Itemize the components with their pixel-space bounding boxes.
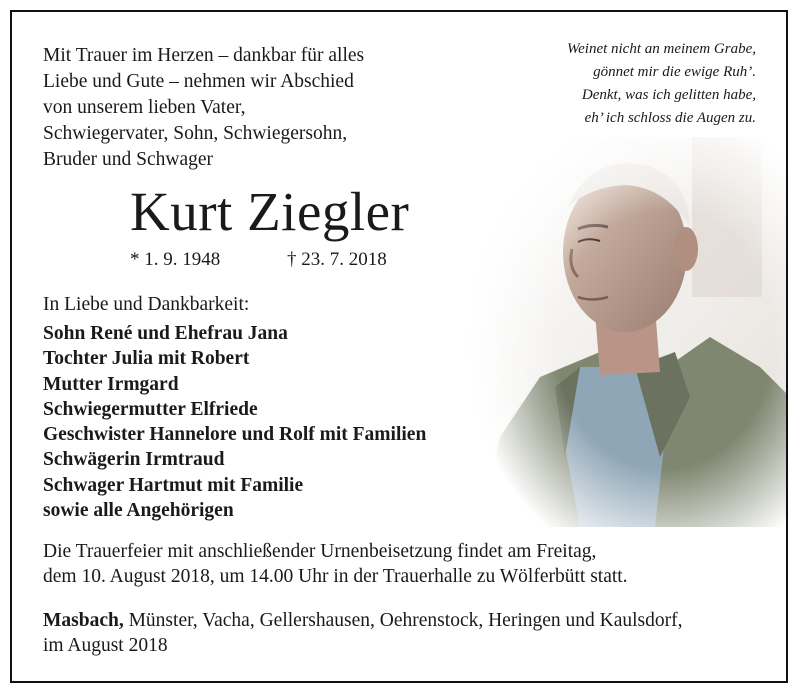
poem-line: Weinet nicht an meinem Grabe, (567, 41, 756, 57)
intro-line: Mit Trauer im Herzen – dankbar für alles (43, 45, 365, 66)
portrait-photo (460, 137, 788, 527)
intro-line: Liebe und Gute – nehmen wir Abschied (43, 71, 354, 92)
obituary-notice (10, 10, 788, 683)
life-dates (130, 248, 387, 272)
poem-line: gönnet mir die ewige Ruh’. (593, 64, 756, 80)
mourner-entry: Mutter Irmgard (43, 373, 179, 395)
ceremony-line: Die Trauerfeier mit anschließender Urnenbeisetzung findet am Freitag, (43, 541, 597, 562)
mourner-entry: Schwager Hartmut mit Familie (43, 474, 304, 496)
mourner-entry: Schwiegermutter Elfriede (43, 398, 258, 420)
poem-verse (567, 38, 756, 130)
deceased-name: Kurt Ziegler (130, 181, 410, 242)
intro-line: Bruder und Schwager (43, 149, 214, 170)
mourner-entry: Schwägerin Irmtraud (43, 449, 225, 471)
places-date: im August 2018 (43, 635, 168, 656)
mourner-entry: Geschwister Hannelore und Rolf mit Familien (43, 424, 427, 446)
ceremony-info (43, 539, 628, 589)
places-rest: Münster, Vacha, Gellershausen, Oehrenstock, Heringen und Kaulsdorf, (123, 610, 683, 631)
poem-line: Denkt, was ich gelitten habe, (581, 87, 756, 103)
mourners-intro: In Liebe und Dankbarkeit: (43, 294, 250, 315)
mourner-entry: Tochter Julia mit Robert (43, 348, 250, 370)
intro-line: von unserem lieben Vater, (43, 97, 246, 118)
mourner-entry: sowie alle Angehörigen (43, 500, 234, 522)
intro-line: Schwiegervater, Sohn, Schwiegersohn, (43, 123, 348, 144)
places-town: Masbach, (43, 610, 124, 631)
places-line (43, 608, 683, 633)
intro-text (43, 43, 364, 173)
mourners-list (43, 321, 426, 523)
places-info (43, 608, 683, 658)
death-date: † 23. 7. 2018 (287, 249, 387, 270)
mourner-entry: Sohn René und Ehefrau Jana (43, 323, 288, 344)
ceremony-line: dem 10. August 2018, um 14.00 Uhr in der Trauerhalle zu Wölferbütt statt. (43, 566, 628, 587)
poem-line: eh’ ich schloss die Augen zu. (584, 110, 756, 126)
birth-date: * 1. 9. 1948 (130, 249, 221, 270)
